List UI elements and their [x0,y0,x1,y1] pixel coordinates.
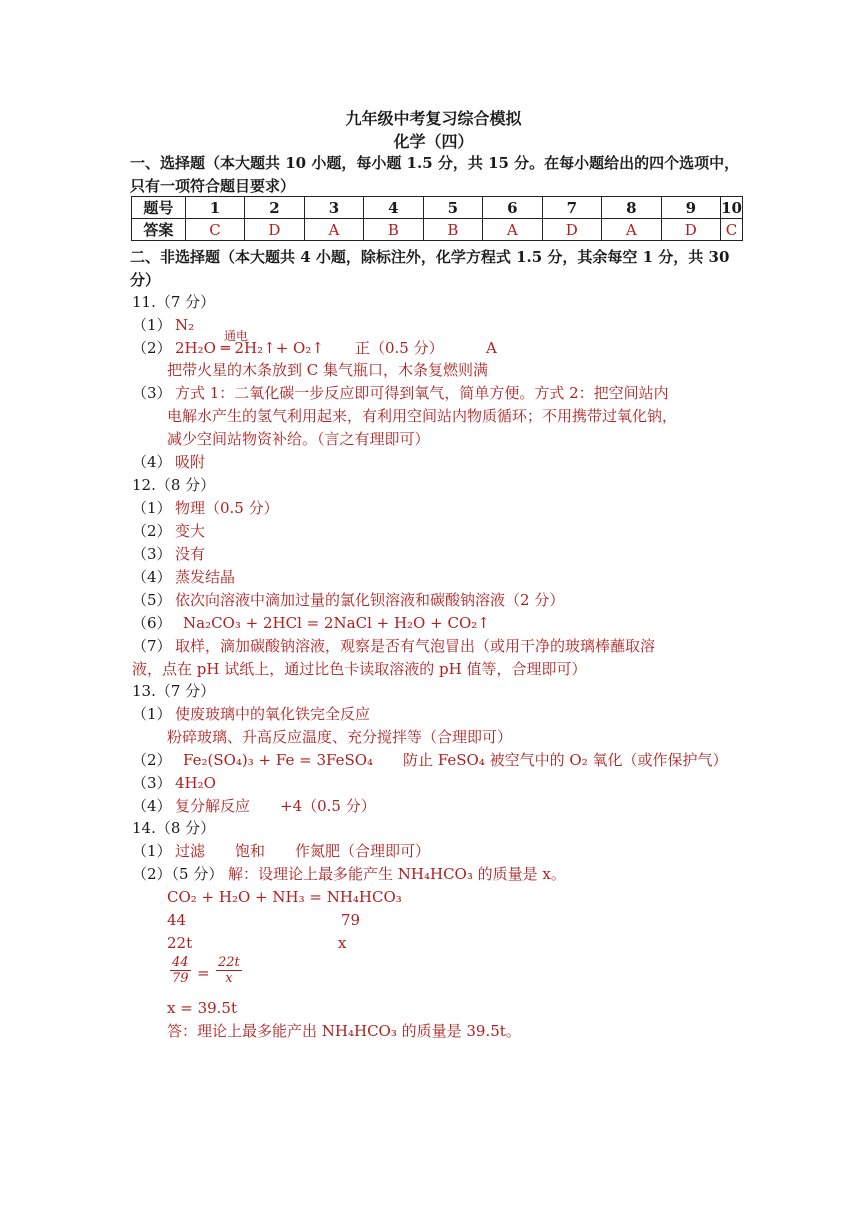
question-number: 9 [661,197,721,219]
answer-cell: A [602,219,661,241]
answer-cell: D [542,219,602,241]
question-11-heading: 11.（7 分） [132,293,216,311]
item-number: （4） [132,568,172,586]
chemical-equation: CO₂ + H₂O + NH₃ = NH₄HCO₃ [167,888,402,906]
answer-text: 复分解反应 +4（0.5 分） [175,797,376,815]
answer-text: 依次向溶液中滴加过量的氯化钡溶液和碳酸钠溶液（2 分） [175,591,565,609]
answer-text: 液，点在 pH 试纸上，通过比色卡读取溶液的 pH 值等，合理即可） [132,660,587,678]
page-subtitle: 化学（四） [393,132,474,151]
ratio-fraction-right [216,955,242,986]
item-number: （2） [132,339,172,357]
question-12-heading: 12.（8 分） [132,476,216,494]
answer-cell: C [185,219,244,241]
answer-text: 物理（0.5 分） [175,499,279,517]
molar-mass: 79 [341,911,361,929]
answer-text: 解：设理论上最多能产生 NH₄HCO₃ 的质量是 x。 [228,865,566,883]
question-number: 6 [483,197,542,219]
item-number: （1） [132,499,172,517]
item-number: （4） [132,453,172,471]
item-number: （3） [132,384,172,402]
answer-cell: D [245,219,305,241]
item-number: （3） [132,774,172,792]
item-number: （2） [132,751,172,769]
answer-text: 取样，滴加碳酸钠溶液，观察是否有气泡冒出（或用干净的玻璃棒蘸取溶 [175,637,656,655]
item-number: （2） [132,522,172,540]
ratio-fraction-left [170,955,191,986]
item-number: （6） [132,614,172,632]
fraction-numerator: 22t [218,955,240,970]
reaction-condition: 通电 [224,329,249,343]
question-number: 7 [542,197,602,219]
answer-cell: A [483,219,542,241]
answer-cell: C [721,219,743,241]
answer-text: 使废玻璃中的氧化铁完全反应 [175,705,371,723]
answer-text: 粉碎玻璃、升高反应温度、充分搅拌等（合理即可） [167,728,513,746]
fraction-denominator: 79 [172,971,189,986]
question-number: 1 [185,197,244,219]
item-number: （2）（5 分） [132,865,224,883]
question-number: 5 [423,197,482,219]
answer-text: 方式 1：二氧化碳一步反应即可得到氧气，简单方便。方式 2：把空间站内 [175,384,669,402]
answer-text: A [486,339,497,357]
row-header-answer: 答案 [132,219,186,241]
answer-text: 正（0.5 分） [355,339,444,357]
answer-text: 过滤 饱和 作氮肥（合理即可） [175,842,431,860]
answer-text: 4H₂O [175,774,216,792]
final-answer: 答：理论上最多能产出 NH₄HCO₃ 的质量是 39.5t。 [167,1022,521,1040]
answer-text: 减少空间站物资补给。（言之有理即可） [167,430,430,448]
fraction-denominator: x [225,971,233,986]
table-row-answers [132,219,743,241]
question-number: 2 [245,197,305,219]
answer-text: 电解水产生的氢气利用起来，有利用空间站内物质循环；不用携带过氧化钠， [167,407,678,425]
answer-text: 变大 [175,522,206,540]
item-number: （1） [132,705,172,723]
answer-table [131,196,743,241]
table-row-numbers [132,197,743,219]
answer-cell: B [364,219,423,241]
item-number: （5） [132,591,172,609]
fraction-numerator: 44 [172,955,189,970]
mass-value: 22t [167,934,193,952]
item-number: （4） [132,797,172,815]
chemical-equation: Na₂CO₃ + 2HCl = 2NaCl + H₂O + CO₂↑ [183,614,490,632]
answer-text: 把带火星的木条放到 C 集气瓶口，木条复燃则满 [167,361,489,379]
question-13-heading: 13.（7 分） [132,682,216,700]
section-2-heading: 二、非选择题（本大题共 4 小题，除标注外，化学方程式 1.5 分，其余每空 1 分，共 30 分） [130,248,730,289]
row-header-number: 题号 [132,197,186,219]
question-number: 8 [602,197,661,219]
result-value: x = 39.5t [167,999,237,1017]
question-14-heading: 14.（8 分） [132,819,216,837]
answer-text: 蒸发结晶 [175,568,236,586]
section-1-heading: 一、选择题（本大题共 10 小题，每小题 1.5 分，共 15 分。在每小题给出的四个选项中，只有一项符合题目要求） [130,154,740,195]
item-number: （1） [132,842,172,860]
mass-value: x [338,934,347,952]
item-number: （7） [132,637,172,655]
question-number: 3 [304,197,363,219]
chemical-equation: Fe₂(SO₄)₃ + Fe = 3FeSO₄ 防止 FeSO₄ 被空气中的 O₂ 氧化（或作保护气） [183,751,728,769]
molar-mass: 44 [167,911,187,929]
answer-text: 没有 [175,545,206,563]
equals-sign: = [197,964,210,982]
answer-cell: A [304,219,363,241]
answer-text: N₂ [175,316,195,334]
item-number: （1） [132,316,172,334]
page-title: 九年级中考复习综合模拟 [345,109,522,128]
answer-cell: B [423,219,482,241]
question-number: 10 [721,198,742,217]
chemical-equation: 2H₂O ═ 2H₂↑+ O₂↑ [175,339,324,357]
answer-text: 吸附 [175,453,206,471]
answer-cell: D [661,219,721,241]
question-number: 4 [364,197,423,219]
item-number: （3） [132,545,172,563]
